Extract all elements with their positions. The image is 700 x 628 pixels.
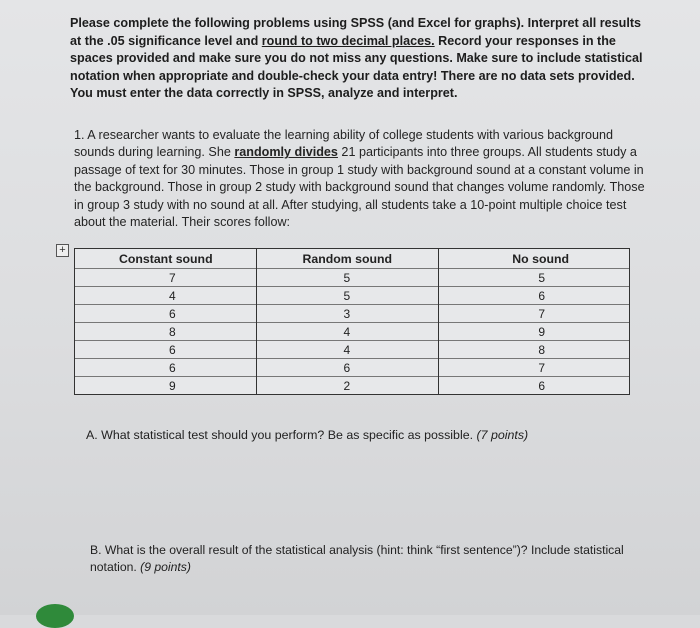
problem-1-paragraph <box>74 127 654 231</box>
floating-action-button[interactable] <box>36 604 74 628</box>
instructions-paragraph <box>70 15 655 103</box>
table-row <box>75 269 630 287</box>
instructions-text-2: Record your responses in the spaces provided and make sure you do not miss any questions. Make sure to include statistical notation when appropriate and double-check your data entry! There are no data sets provided. You must enter the data correctly in SPSS, analyze and interpret. <box>70 33 643 101</box>
table-cell: 5 <box>256 287 438 305</box>
table-cell: 3 <box>256 305 438 323</box>
table-row <box>75 305 630 323</box>
table-header-row <box>75 249 630 269</box>
table-cell: 7 <box>75 269 257 287</box>
table-cell: 8 <box>438 341 629 359</box>
header-no-sound: No sound <box>438 249 629 269</box>
question-a-points: (7 points) <box>476 428 529 442</box>
table-cell: 5 <box>438 269 629 287</box>
question-b-text: B. What is the overall result of the statistical analysis (hint: think “first sentence”)? Include statistical notation. <box>90 543 624 574</box>
instructions-text-1: Please complete the following problems using SPSS (and Excel for graphs). Interpret all results at the .05 significance level and <box>70 16 642 48</box>
table-expand-icon[interactable]: + <box>56 244 69 257</box>
table-row <box>75 359 630 377</box>
table-cell: 4 <box>256 323 438 341</box>
question-a-text: A. What statistical test should you perform? Be as specific as possible. <box>86 428 477 442</box>
problem-text-1: 1. A researcher wants to evaluate the learning ability of college students with various background sounds during learning. She <box>74 128 614 160</box>
table-cell: 2 <box>256 377 438 395</box>
question-b <box>90 542 630 576</box>
problem-text-2: 21 participants into three groups. All students study a passage of text for 30 minutes. Those in group 1 study with background sound at a constant volume in the background. Those in group 2 study with background sound that changes volume randomly. Those in group 3 study with no sound at all. After studying, all students take a 10-point multiple choice test about the material. Their scores follow: <box>74 145 645 230</box>
table-cell: 6 <box>75 359 257 377</box>
table-cell: 7 <box>438 359 629 377</box>
table-cell: 9 <box>75 377 257 395</box>
table-cell: 9 <box>438 323 629 341</box>
question-b-points: (9 points) <box>140 560 191 574</box>
table-cell: 8 <box>75 323 257 341</box>
table-row <box>75 287 630 305</box>
scores-table-container <box>74 248 630 395</box>
table-cell: 5 <box>256 269 438 287</box>
table-cell: 4 <box>75 287 257 305</box>
table-row <box>75 377 630 395</box>
table-row <box>75 323 630 341</box>
header-random-sound: Random sound <box>256 249 438 269</box>
table-cell: 6 <box>256 359 438 377</box>
table-row <box>75 341 630 359</box>
header-constant-sound: Constant sound <box>75 249 257 269</box>
problem-underlined: randomly divides <box>234 145 338 160</box>
table-cell: 6 <box>75 341 257 359</box>
table-cell: 6 <box>75 305 257 323</box>
table-cell: 6 <box>438 287 629 305</box>
table-cell: 4 <box>256 341 438 359</box>
question-a <box>86 428 528 442</box>
instructions-underlined: round to two decimal places. <box>261 33 435 48</box>
table-cell: 7 <box>438 305 629 323</box>
scores-table <box>74 248 630 395</box>
table-cell: 6 <box>438 377 629 395</box>
